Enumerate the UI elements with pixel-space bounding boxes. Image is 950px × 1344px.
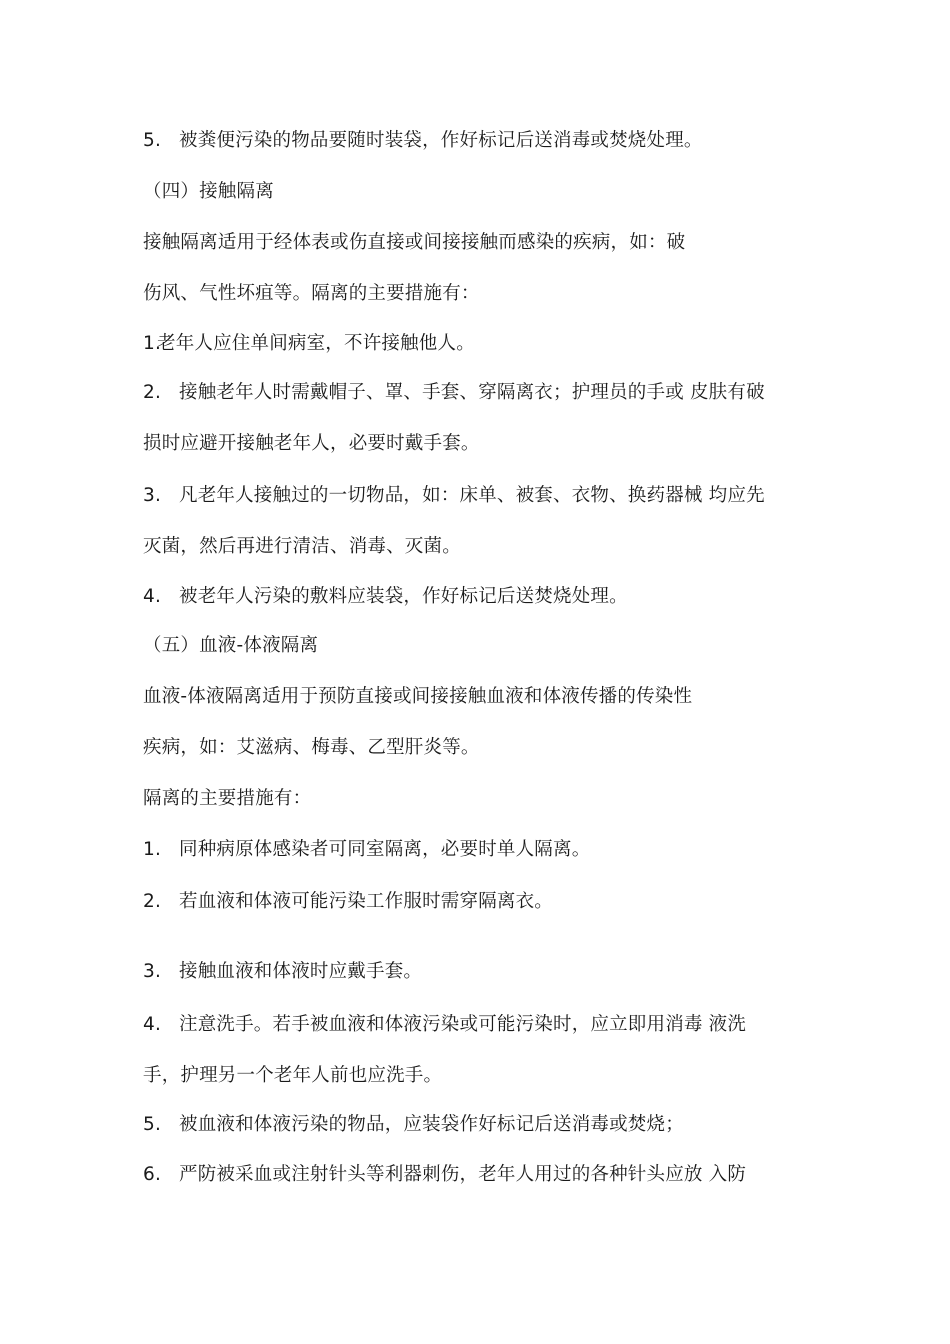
list-number: 2. <box>143 382 162 403</box>
list-number: 4. <box>143 1014 162 1035</box>
paragraph-line <box>143 585 628 609</box>
line-text: 凡老年人接触过的一切物品，如：床单、被套、衣物、换药器械 均应先 <box>179 485 765 506</box>
line-text: 伤风、气性坏疽等。隔离的主要措施有： <box>143 283 480 304</box>
paragraph-line <box>143 1113 684 1137</box>
list-number: 3. <box>143 485 162 506</box>
list-number: 1. <box>143 839 162 860</box>
line-text: 隔离的主要措施有： <box>143 788 312 809</box>
list-number: 3. <box>143 961 162 982</box>
paragraph-line <box>143 1013 746 1037</box>
line-text: 疾病，如：艾滋病、梅毒、乙型肝炎等。 <box>143 737 480 758</box>
line-text: 手，护理另一个老年人前也应洗手。 <box>143 1065 443 1086</box>
paragraph-line <box>143 484 765 508</box>
line-text: 被老年人污染的敷料应装袋，作好标记后送焚烧处理。 <box>179 586 628 607</box>
line-text: 注意洗手。若手被血液和体液污染或可能污染时，应立即用消毒 液洗 <box>179 1014 747 1035</box>
paragraph-line <box>143 535 461 559</box>
paragraph-line <box>143 890 553 914</box>
line-text: 血液-体液隔离适用于预防直接或间接接触血液和体液传播的传染性 <box>143 686 693 707</box>
paragraph-line <box>143 332 475 356</box>
paragraph-line <box>143 381 765 405</box>
line-text: 被粪便污染的物品要随时装袋，作好标记后送消毒或焚烧处理。 <box>179 130 703 151</box>
paragraph-line <box>143 838 590 862</box>
line-text: 接触血液和体液时应戴手套。 <box>179 961 423 982</box>
paragraph-line <box>143 736 480 760</box>
paragraph-line <box>143 282 480 306</box>
section-heading <box>143 180 274 204</box>
line-text: 严防被采血或注射针头等利器刺伤，老年人用过的各种针头应放 入防 <box>179 1164 747 1185</box>
section-heading <box>143 634 318 658</box>
paragraph-line <box>143 129 703 153</box>
line-text: 接触老年人时需戴帽子、罩、手套、穿隔离衣；护理员的手或 皮肤有破 <box>179 382 765 403</box>
list-number: 1. <box>143 333 162 354</box>
line-text: （四）接触隔离 <box>143 181 274 202</box>
line-text: （五）血液-体液隔离 <box>143 635 319 656</box>
paragraph-line <box>143 1064 442 1088</box>
paragraph-line <box>143 231 685 255</box>
line-text: 若血液和体液可能污染工作服时需穿隔离衣。 <box>179 891 554 912</box>
paragraph-line <box>143 432 480 456</box>
line-text: 接触隔离适用于经体表或伤直接或间接接触而感染的疾病，如：破 <box>143 232 686 253</box>
list-number: 5. <box>143 1114 162 1135</box>
paragraph-line <box>143 685 692 709</box>
line-text: 被血液和体液污染的物品，应装袋作好标记后送消毒或焚烧； <box>179 1114 684 1135</box>
list-number: 6. <box>143 1164 162 1185</box>
paragraph-line <box>143 1163 746 1187</box>
line-text: 灭菌，然后再进行清洁、消毒、灭菌。 <box>143 536 461 557</box>
paragraph-line <box>143 960 422 984</box>
list-number: 5. <box>143 130 162 151</box>
line-text: 同种病原体感染者可同室隔离，必要时单人隔离。 <box>179 839 591 860</box>
list-number: 4. <box>143 586 162 607</box>
list-number: 2. <box>143 891 162 912</box>
line-text: 损时应避开接触老年人，必要时戴手套。 <box>143 433 480 454</box>
paragraph-line <box>143 787 311 811</box>
line-text: 老年人应住单间病室，不许接触他人。 <box>157 333 475 354</box>
